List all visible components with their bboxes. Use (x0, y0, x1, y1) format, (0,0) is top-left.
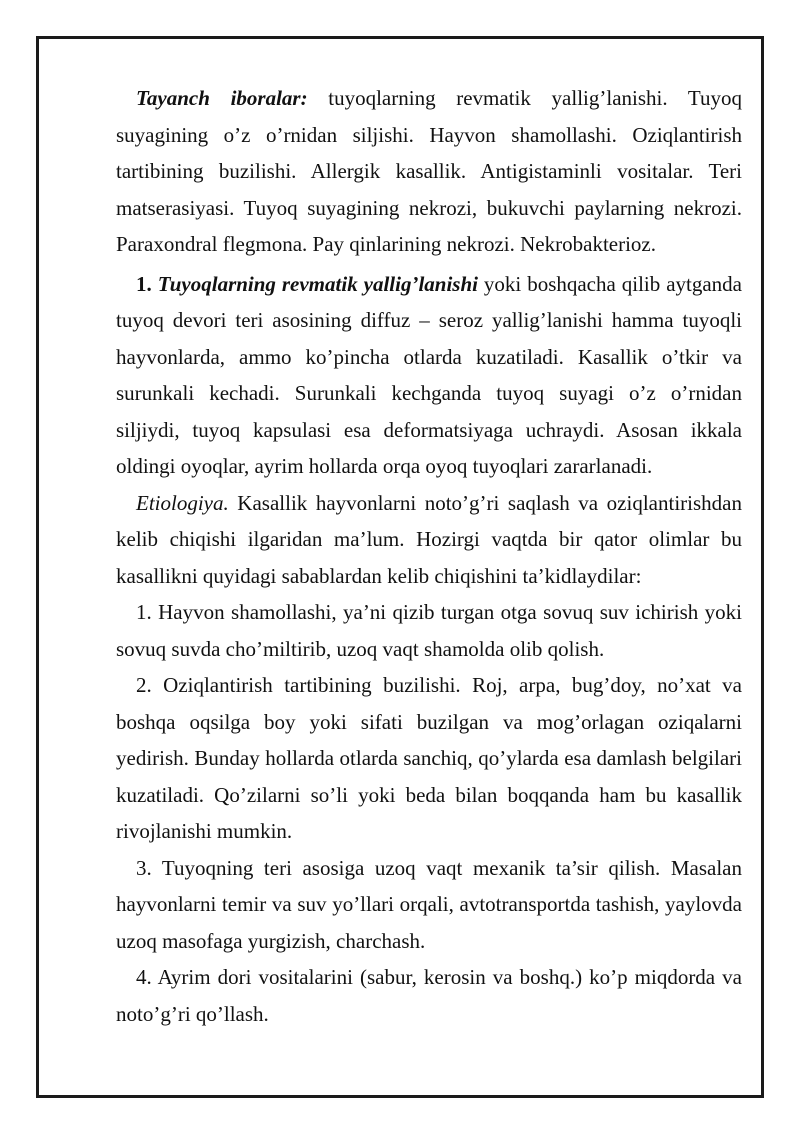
cause-item-1: 1. Hayvon shamollashi, ya’ni qizib turgan otga sovuq suv ichirish yoki sovuq suvda cho’miltirib, uzoq vaqt shamolda olib qolish. (116, 600, 742, 661)
etiology-paragraph (116, 485, 742, 595)
cause-item-2: 2. Oziqlantirish tartibining buzilishi. Roj, arpa, bug’doy, no’xat va boshqa oqsilga boy yoki sifati buzilgan va mog’orlagan oziqalarni yedirish. Bunday hollarda otlarda sanchiq, qo’ylarda esa damlash belgilari kuzatiladi. Qo’zilarni so’li yoki beda bilan boqqanda ham bu kasallik rivojlanishi mumkin. (116, 673, 742, 843)
etiology-label: Etiologiya. (136, 490, 229, 515)
cause-item-3: 3. Tuyoqning teri asosiga uzoq vaqt mexanik ta’sir qilish. Masalan hayvonlarni temir va suv yo’llari orqali, avtotransportda tashish, yaylovda uzoq masofaga yurgizish, charchash. (116, 855, 742, 953)
cause-item-4: 4. Ayrim dori vositalarini (sabur, kerosin va boshq.) ko’p miqdorda va noto’g’ri qo’llash. (116, 965, 742, 1026)
section-1-paragraph (116, 266, 742, 485)
document-body (116, 80, 742, 1032)
keywords-label: Tayanch iboralar: (136, 86, 308, 110)
keywords-paragraph (116, 80, 742, 263)
keywords-text: tuyoqlarning revmatik yallig’lanishi. Tuyoq suyagining o’z o’rnidan siljishi. Hayvon shamollashi. Oziqlantirish tartibining buzilishi. Allergik kasallik. Antigistaminli vositalar. Teri matserasiyasi. Tuyoq suyagining nekrozi, bukuvchi paylarning nekrozi. Paraxondral flegmona. Pay qinlarining nekrozi. Nekrobakterioz. (116, 86, 742, 256)
etiology-text: Kasallik hayvonlarni noto’g’ri saqlash va oziqlantirishdan kelib chiqishi ilgaridan ma’lum. Hozirgi vaqtda bir qator olimlar bu kasallikni quyidagi sabablardan kelib chiqishini ta’kidlaydilar: (116, 490, 742, 588)
section-1-text: yoki boshqacha qilib aytganda tuyoq devori teri asosining diffuz – seroz yallig’lanishi hamma tuyoqli hayvonlarda, ammo ko’pincha otlarda kuzatiladi. Kasallik o’tkir va surunkali kechadi. Surunkali kechganda tuyoq suyagi o’z o’rnidan siljiydi, tuyoq kapsulasi esa deformatsiyaga uchraydi. Asosan ikkala oldingi oyoqlar, ayrim hollarda orqa oyoq tuyoqlari zararlanadi. (116, 271, 742, 478)
section-1-number: 1. (136, 271, 152, 296)
section-1-title: Tuyoqlarning revmatik yallig’lanishi (157, 271, 478, 296)
